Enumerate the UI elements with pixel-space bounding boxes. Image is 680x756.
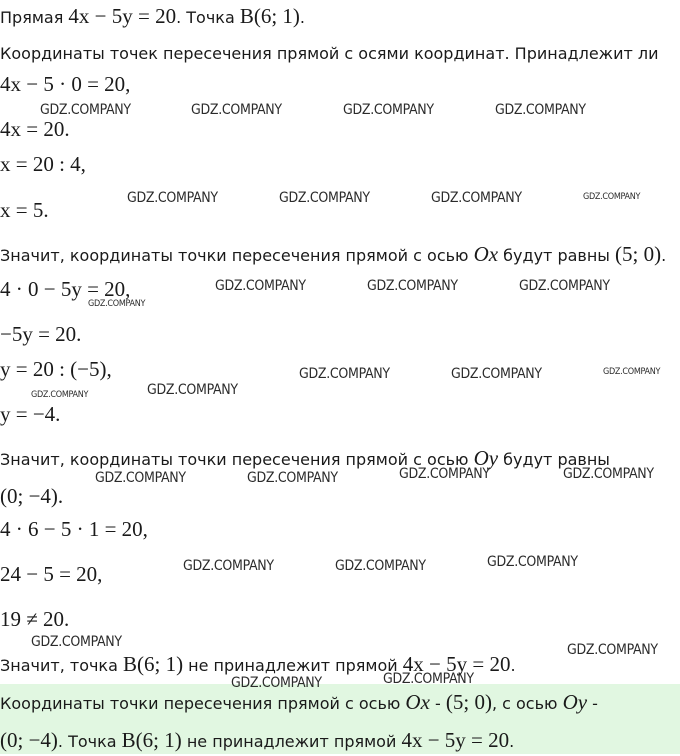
conclusion-oy-line1: Значит, координаты точки пересечения прямой с осью Oy будут равны [0, 446, 610, 470]
watermark: GDZ.COMPANY [215, 278, 306, 294]
question-text: Координаты точек пересечения прямой с осями координат. Принадлежит ли [0, 44, 659, 63]
check-1: 4 · 6 − 5 · 1 = 20, [0, 517, 148, 541]
watermark: GDZ.COMPANY [31, 634, 122, 650]
conclusion-oy-coords: (0; −4). [0, 484, 64, 508]
watermark: GDZ.COMPANY [183, 558, 274, 574]
watermark: GDZ.COMPANY [127, 190, 218, 206]
answer-block [0, 684, 680, 754]
step-x-3: x = 20 : 4, [0, 152, 86, 176]
watermark: GDZ.COMPANY [603, 367, 661, 377]
problem-title: Прямая 4x − 5y = 20. Точка B(6; 1). [0, 4, 306, 28]
step-x-1: 4x − 5 · 0 = 20, [0, 72, 131, 96]
watermark: GDZ.COMPANY [247, 470, 338, 486]
step-x-4: x = 5. [0, 198, 49, 222]
watermark: GDZ.COMPANY [431, 190, 522, 206]
answer-line-2: (0; −4). Точка B(6; 1) не принадлежит прямой 4x − 5y = 20. [0, 728, 515, 752]
step-y-3: y = 20 : (−5), [0, 357, 112, 381]
watermark: GDZ.COMPANY [299, 366, 390, 382]
watermark: GDZ.COMPANY [343, 102, 434, 118]
check-2: 24 − 5 = 20, [0, 562, 103, 586]
step-y-4: y = −4. [0, 402, 61, 426]
watermark: GDZ.COMPANY [335, 558, 426, 574]
watermark: GDZ.COMPANY [191, 102, 282, 118]
answer-line-1: Координаты точки пересечения прямой с осью Ox - (5; 0), с осью Oy - [0, 690, 598, 714]
watermark: GDZ.COMPANY [88, 299, 146, 309]
step-x-2: 4x = 20. [0, 117, 70, 141]
conclusion-ox: Значит, координаты точки пересечения прямой с осью Ox будут равны (5; 0). [0, 242, 667, 266]
step-y-2: −5y = 20. [0, 322, 82, 346]
watermark: GDZ.COMPANY [40, 102, 131, 118]
watermark: GDZ.COMPANY [567, 642, 658, 658]
watermark: GDZ.COMPANY [31, 390, 89, 400]
watermark: GDZ.COMPANY [231, 675, 322, 691]
watermark: GDZ.COMPANY [367, 278, 458, 294]
conclusion-b: Значит, точка B(6; 1) не принадлежит прямой 4x − 5y = 20. [0, 652, 516, 676]
watermark: GDZ.COMPANY [583, 192, 641, 202]
watermark: GDZ.COMPANY [279, 190, 370, 206]
step-y-1: 4 · 0 − 5y = 20, [0, 277, 131, 301]
check-3: 19 ≠ 20. [0, 607, 70, 631]
watermark: GDZ.COMPANY [451, 366, 542, 382]
watermark: GDZ.COMPANY [519, 278, 610, 294]
watermark: GDZ.COMPANY [563, 466, 654, 482]
watermark: GDZ.COMPANY [487, 554, 578, 570]
watermark: GDZ.COMPANY [147, 382, 238, 398]
watermark: GDZ.COMPANY [495, 102, 586, 118]
watermark: GDZ.COMPANY [95, 470, 186, 486]
watermark: GDZ.COMPANY [399, 466, 490, 482]
watermark: GDZ.COMPANY [383, 671, 474, 687]
